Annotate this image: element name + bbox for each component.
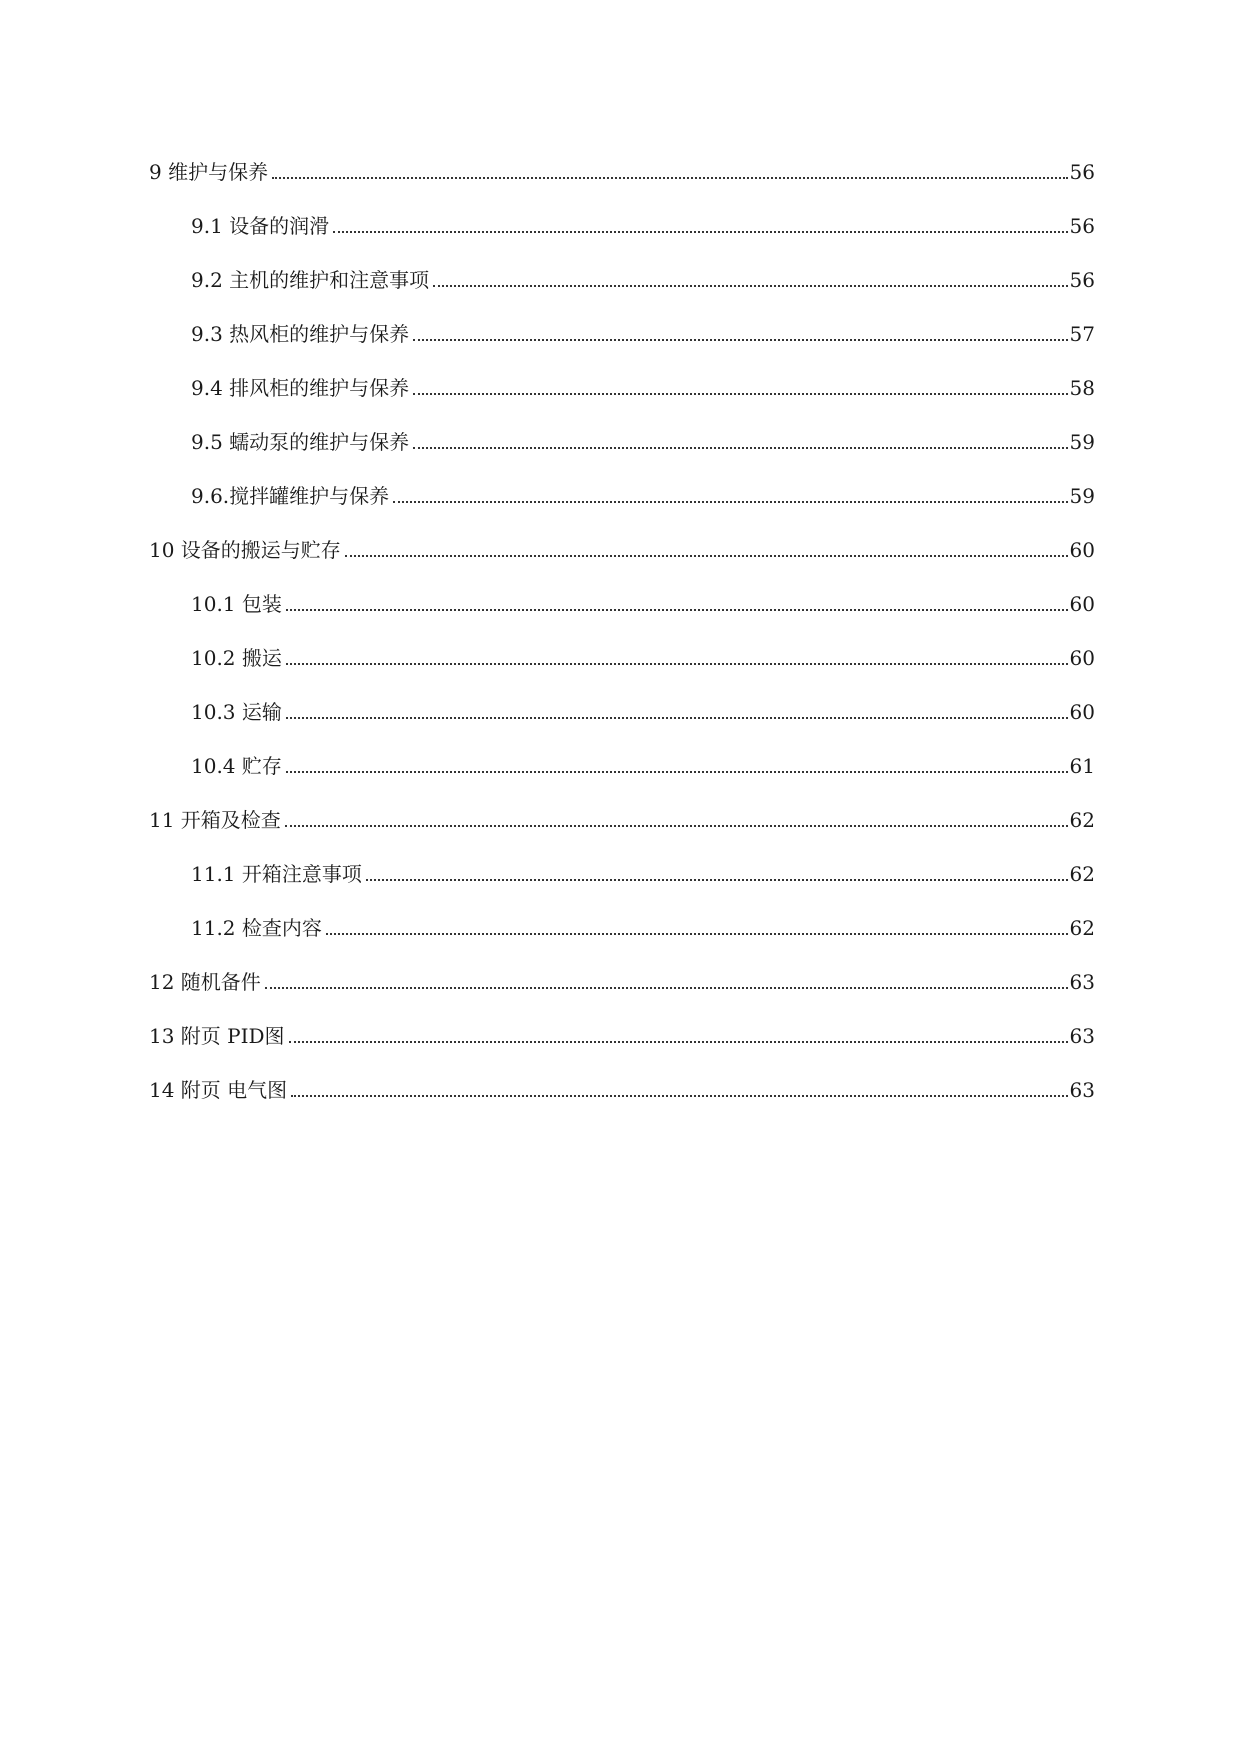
toc-entry-title: 10 设备的搬运与贮存: [149, 538, 341, 562]
toc-page-number: 60: [1069, 592, 1095, 616]
toc-page-number: 57: [1069, 322, 1095, 346]
toc-entry-9-6[interactable]: [149, 484, 1095, 538]
toc-page-number: 56: [1069, 160, 1095, 184]
toc-dot-leader: [393, 501, 1067, 503]
toc-dot-leader: [413, 447, 1067, 449]
toc-entry-10[interactable]: [149, 538, 1095, 592]
toc-entry-title: 10.2 搬运: [191, 646, 282, 670]
toc-page-number: 63: [1069, 1078, 1095, 1102]
toc-entry-title: 9.1 设备的润滑: [191, 214, 330, 238]
toc-entry-13[interactable]: [149, 1024, 1095, 1078]
toc-dot-leader: [433, 285, 1067, 287]
toc-dot-leader: [413, 339, 1067, 341]
toc-entry-title: 10.4 贮存: [191, 754, 282, 778]
toc-entry-11[interactable]: [149, 808, 1095, 862]
toc-entry-title: 9.5 蠕动泵的维护与保养: [191, 430, 410, 454]
toc-page-number: 61: [1069, 754, 1095, 778]
toc-page-number: 59: [1069, 430, 1095, 454]
toc-entry-title: 10.1 包装: [191, 592, 282, 616]
toc-dot-leader: [272, 177, 1067, 179]
toc-dot-leader: [286, 771, 1068, 773]
toc-entry-title: 13 附页 PID图: [149, 1024, 285, 1048]
toc-dot-leader: [289, 1041, 1068, 1043]
toc-page-number: 63: [1069, 970, 1095, 994]
toc-entry-title: 9 维护与保养: [149, 160, 269, 184]
toc-dot-leader: [366, 879, 1068, 881]
toc-entry-title: 9.6.搅拌罐维护与保养: [191, 484, 390, 508]
toc-page-number: 59: [1069, 484, 1095, 508]
toc-page-number: 56: [1069, 214, 1095, 238]
toc-entry-9-4[interactable]: [149, 376, 1095, 430]
toc-entry-11-1[interactable]: [149, 862, 1095, 916]
toc-entry-11-2[interactable]: [149, 916, 1095, 970]
toc-entry-9-2[interactable]: [149, 268, 1095, 322]
toc-entry-12[interactable]: [149, 970, 1095, 1024]
toc-dot-leader: [286, 609, 1068, 611]
toc-dot-leader: [345, 555, 1068, 557]
toc-page-number: 62: [1069, 862, 1095, 886]
toc-entry-10-3[interactable]: [149, 700, 1095, 754]
toc-dot-leader: [333, 231, 1067, 233]
toc-entry-title: 11 开箱及检查: [149, 808, 281, 832]
toc-entry-10-2[interactable]: [149, 646, 1095, 700]
toc-entry-title: 12 随机备件: [149, 970, 261, 994]
toc-dot-leader: [285, 825, 1068, 827]
toc-entry-9-5[interactable]: [149, 430, 1095, 484]
toc-entry-14[interactable]: [149, 1078, 1095, 1132]
toc-page-number: 62: [1069, 808, 1095, 832]
toc-entry-title: 11.2 检查内容: [191, 916, 322, 940]
toc-dot-leader: [326, 933, 1068, 935]
toc-dot-leader: [291, 1095, 1067, 1097]
table-of-contents: [149, 160, 1095, 1132]
toc-entry-title: 9.2 主机的维护和注意事项: [191, 268, 430, 292]
toc-page-number: 56: [1069, 268, 1095, 292]
toc-entry-title: 9.4 排风柜的维护与保养: [191, 376, 410, 400]
toc-page-number: 62: [1069, 916, 1095, 940]
toc-dot-leader: [286, 663, 1068, 665]
toc-entry-title: 11.1 开箱注意事项: [191, 862, 362, 886]
toc-dot-leader: [265, 987, 1068, 989]
toc-entry-10-4[interactable]: [149, 754, 1095, 808]
toc-page-number: 60: [1069, 646, 1095, 670]
toc-entry-9-1[interactable]: [149, 214, 1095, 268]
toc-dot-leader: [413, 393, 1067, 395]
toc-page-number: 60: [1069, 700, 1095, 724]
toc-entry-10-1[interactable]: [149, 592, 1095, 646]
toc-page-number: 60: [1069, 538, 1095, 562]
toc-entry-9[interactable]: [149, 160, 1095, 214]
toc-entry-9-3[interactable]: [149, 322, 1095, 376]
toc-entry-title: 10.3 运输: [191, 700, 282, 724]
toc-dot-leader: [286, 717, 1068, 719]
toc-entry-title: 14 附页 电气图: [149, 1078, 288, 1102]
toc-entry-title: 9.3 热风柜的维护与保养: [191, 322, 410, 346]
toc-page-number: 63: [1069, 1024, 1095, 1048]
toc-page-number: 58: [1069, 376, 1095, 400]
